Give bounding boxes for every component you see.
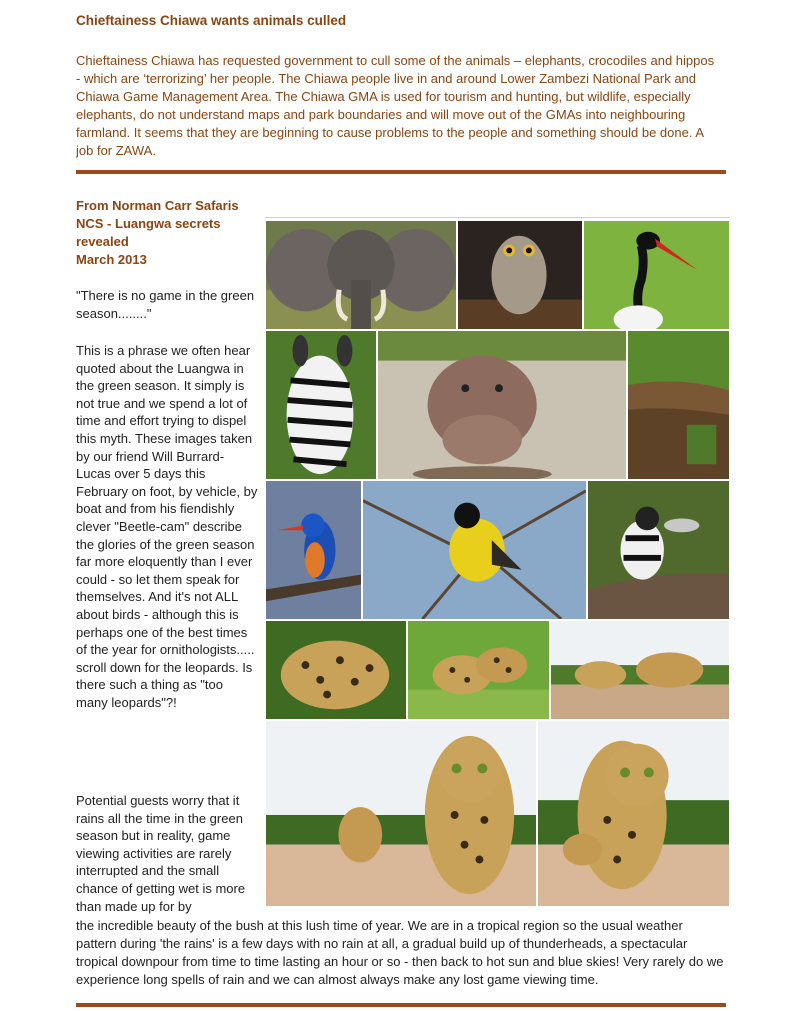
article-heading-ncs: [76, 197, 256, 269]
photo-stork: [583, 220, 730, 330]
photo-leopard-lying: [265, 620, 407, 720]
photo-riverbank: [627, 330, 730, 480]
photo-hippo: [377, 330, 627, 480]
photo-leopards-walking: [550, 620, 730, 720]
quote-paragraph: "There is no game in the green season........": [76, 288, 255, 321]
divider-bottom: [76, 1003, 726, 1007]
heading-source: From Norman Carr Safaris: [76, 198, 239, 213]
body-paragraph-2-start: Potential guests worry that it rains all the time in the green season but in reality, game viewing activities are rarely interrupted and the small chance of getting wet is more than made up for by: [76, 793, 246, 914]
body-paragraph-1: This is a phrase we often hear quoted about the Luangwa in the green season. It simply is not true and we spend a lot of time and effort trying to dispel this myth. These images taken by our friend Will Burrard-Lucas over 5 days this February on foot, by vehicle, by boat and from his fiendishly clever "Beetle-cam" describe the glories of the green season far more eloquently than I ever could - so let them speak for themselves. And it's not ALL about birds - although this is perhaps one of the best times of the year for ornithologists..... scroll down for the leopards. Is there such a thing as "too many leopards"?!: [76, 343, 258, 710]
body-paragraph-2-end: the incredible beauty of the bush at this lush time of year. We are in a tropical region so the usual weather pattern during 'the rains' is a few days with no rain at all, a gradual build up of thunderheads, a spectacular tropical downpour from time to time lasting an hour or so - then back to hot sun and blue skies! Very rarely do we experience long spells of rain and we can almost always make any lost game viewing time.: [76, 918, 724, 987]
photo-leopard-cubs: [407, 620, 550, 720]
wildlife-photo-collage: [265, 217, 730, 907]
photo-owl: [457, 220, 583, 330]
article-title-chiawa: Chieftainess Chiawa wants animals culled: [76, 13, 347, 28]
divider-top: [76, 170, 726, 174]
photo-elephant: [265, 220, 457, 330]
heading-date: March 2013: [76, 252, 147, 267]
photo-leopard-beetlecam-2: [537, 720, 730, 907]
photo-leopard-beetlecam-1: [265, 720, 537, 907]
article-body-chiawa: Chieftainess Chiawa has requested government to cull some of the animals – elephants, crocodiles and hippos - which are ‘terrorizing’ her people. The Chiawa people live in and around Lower Zambezi National Park and Chiawa Game Management Area. The Chiawa GMA is used for tourism and hunting, but wildlife, especially elephants, do not understand maps and park boundaries and will move out of the GMAs into neighbouring farmland. It seems that they are beginning to cause problems to the people and something should be done. A job for ZAWA.: [76, 53, 715, 158]
photo-kingfisher: [265, 480, 362, 620]
photo-weaver: [362, 480, 587, 620]
heading-title-line1: NCS - Luangwa secrets: [76, 216, 221, 231]
photo-zebra: [265, 330, 377, 480]
photo-pied-kingfisher: [587, 480, 730, 620]
heading-title-line2: revealed: [76, 234, 129, 249]
